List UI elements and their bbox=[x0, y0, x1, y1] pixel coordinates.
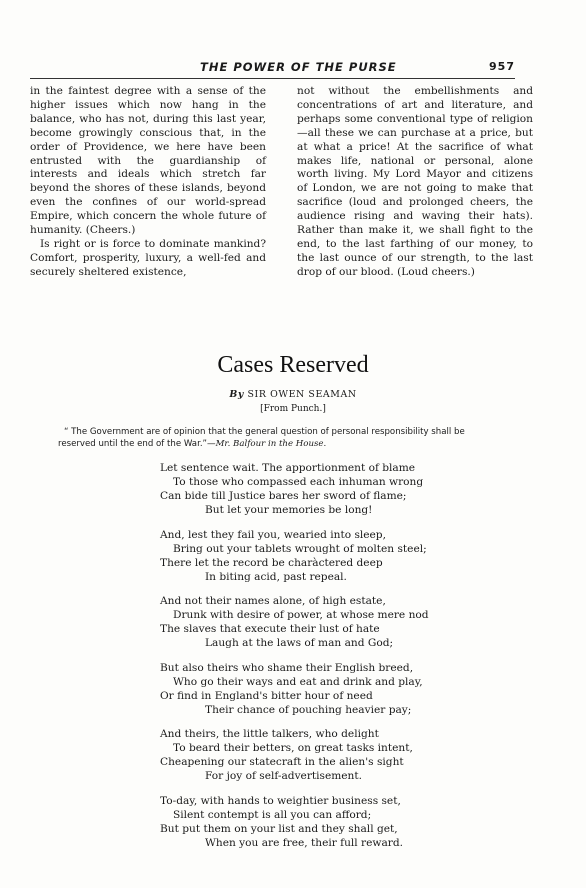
poem-line: Or find in England's bitter hour of need bbox=[160, 689, 373, 702]
poem-line: Their chance of pouching heavier pay; bbox=[205, 703, 412, 716]
poem-line: Can bide till Justice bares her sword of flame; bbox=[160, 490, 407, 502]
poem-line: And not their names alone, of high estate, bbox=[160, 595, 386, 608]
poem-line: To-day, with hands to weightier business set, bbox=[160, 794, 401, 807]
stanza bbox=[160, 661, 490, 717]
poem-line: For joy of self-advertisement. bbox=[205, 770, 363, 783]
stanza bbox=[160, 528, 490, 584]
left-paragraph-2: Is right or is force to dominate mankind? Comfort, prosperity, luxury, a well-fed and securely sheltered existence, bbox=[30, 237, 266, 278]
header-rule bbox=[30, 78, 515, 79]
running-title: THE POWER OF THE PURSE bbox=[200, 60, 397, 74]
author-name: SIR OWEN SEAMAN bbox=[247, 389, 357, 400]
poem-line: The slaves that execute their lust of hate bbox=[160, 623, 380, 636]
byline-prefix: By bbox=[229, 389, 244, 400]
poem-line: When you are free, their full reward. bbox=[205, 836, 403, 849]
poem-line: Let sentence wait. The apportionment of blame bbox=[160, 462, 416, 474]
right-paragraph-1: not without the embellishments and concentrations of art and literature, and perhaps some conventional type of religion—all these we can purchase at a price, but at what a price! At the sacrifice of what makes life, national or personal, alone worth living. My Lord Mayor and citizens of London, we are not going to make that sacrifice (loud and prolonged cheers, the audience rising and waving their hats). Rather than make it, we shall fight to the end, to the last farthing of our money, to the last ounce of our strength, to the last drop of our blood. (Loud cheers.) bbox=[297, 85, 533, 278]
poem-line: But let your memories be long! bbox=[205, 504, 373, 516]
stanza bbox=[160, 594, 490, 650]
poem-line: To beard their betters, on great tasks intent, bbox=[173, 742, 413, 755]
source-note: [From Punch.] bbox=[260, 404, 326, 414]
poem-line: And, lest they fail you, wearied into sleep, bbox=[160, 528, 386, 541]
epigraph-quote: “ The Government are of opinion that the general question of personal responsibility shall be reserved until the end of the War.”— bbox=[58, 427, 465, 449]
poem-line: Drunk with desire of power, at whose mere nod bbox=[173, 609, 429, 622]
byline bbox=[0, 389, 586, 400]
poem-line: Who go their ways and eat and drink and play, bbox=[173, 675, 423, 688]
poem-line: To those who compassed each inhuman wrong bbox=[173, 476, 424, 488]
poem-line: Silent contempt is all you can afford; bbox=[173, 808, 372, 821]
epigraph bbox=[58, 427, 494, 450]
poem-line: But put them on your list and they shall get, bbox=[160, 822, 398, 835]
epigraph-attribution: Mr. Balfour in the House. bbox=[215, 438, 327, 449]
stanza bbox=[160, 794, 490, 850]
running-head bbox=[30, 60, 515, 76]
poem-line: In biting acid, past repeal. bbox=[205, 570, 347, 583]
page-number: 957 bbox=[489, 60, 515, 73]
poem-line: And theirs, the little talkers, who delight bbox=[160, 728, 379, 741]
poem bbox=[160, 461, 490, 861]
left-column bbox=[30, 85, 266, 280]
poem-line: Laugh at the laws of man and God; bbox=[205, 637, 394, 650]
poem-line: Bring out your tablets wrought of molten steel; bbox=[173, 542, 427, 555]
stanza bbox=[160, 727, 490, 783]
poem-line: But also theirs who shame their English breed, bbox=[160, 661, 414, 674]
poem-line: Cheapening our statecraft in the alien's sight bbox=[160, 756, 404, 769]
article-title: Cases Reserved bbox=[217, 352, 369, 378]
poem-line: There let the record be charàctered deep bbox=[160, 556, 383, 569]
stanza bbox=[160, 461, 490, 517]
left-paragraph-1: in the faintest degree with a sense of the higher issues which now hang in the balance, who has not, during this last year, become growingly conscious that, in the order of Providence, we here have been entrusted with the guardianship of interests and ideals which stretch far beyond the shores of these islands, beyond even the confines of our world-spread Empire, which concern the whole future of humanity. (Cheers.) bbox=[30, 85, 266, 237]
right-column bbox=[297, 85, 533, 280]
